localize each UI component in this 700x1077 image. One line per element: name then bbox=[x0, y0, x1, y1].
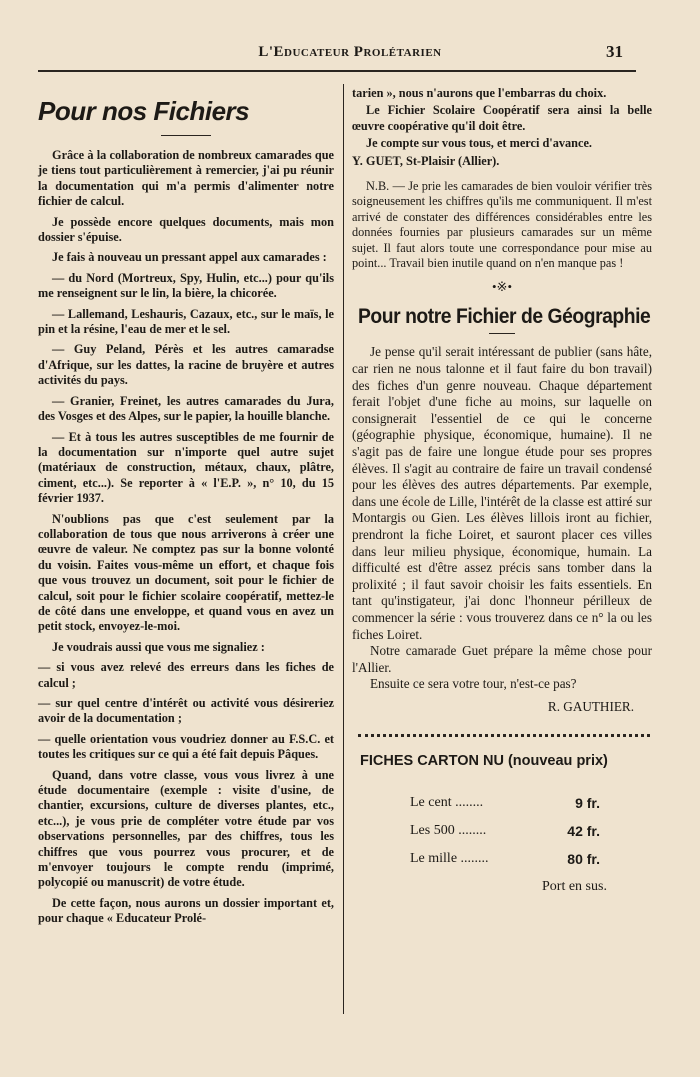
article-body-fichiers bbox=[38, 148, 334, 927]
title-rule bbox=[489, 333, 515, 334]
shipping-note: Port en sus. bbox=[542, 878, 607, 894]
paragraph: De cette façon, nous aurons un dossier important et, pour chaque « Educateur Prolé- bbox=[38, 895, 334, 926]
signature-gauthier: R. GAUTHIER. bbox=[547, 698, 634, 714]
column-divider bbox=[343, 84, 344, 1014]
journal-title: L'Educateur Prolétarien bbox=[258, 44, 442, 60]
price-label: Les 500 ........ bbox=[410, 822, 487, 838]
left-column bbox=[38, 88, 334, 932]
list-item: — Lallemand, Leshauris, Cazaux, etc., sur le maïs, le pin et la résine, l'eau de mer et le sel. bbox=[38, 306, 334, 337]
list-item: — Granier, Freinet, les autres camarades du Jura, des Vosges et des Alpes, sur le papier, la houille blanche. bbox=[38, 393, 334, 424]
paragraph: Je pense qu'il serait intéressant de publier (sans hâte, car rien ne nous talonne et il faut faire du bon travail) des fiches d'un genre nouveau. Chaque département ferait l'objet d'une fiche au moins, sur laquelle on consignerait l'essentiel de ce qui le concerne (géographie physique, économique, humaine). Il ne s'agit pas de faire une longue étude pour ses propres élèves. Il s'agit au contraire de faire un travail condensé pour les élèves des autres départements. Par exemple, dans une école de Lille, l'intérêt de la classe est attiré sur Montargis ou Gien. Les élèves lillois iront au fichier, prendront la fiche Loiret, et sauront placer ces villes dans leur milieu physique, économique, humain. La difficulté est d'être assez précis sans tomber dans la prolixité ; il faut savoir choisir les faits essentiels. En tant qu'instigateur, j'ai donc l'honneur périlleux de commencer la série : vous trouverez dans ce n° la ou les fiches Loiret. bbox=[352, 344, 652, 642]
paragraph: Je fais à nouveau un pressant appel aux camarades : bbox=[52, 250, 327, 265]
signature-guet: Y. GUET, St-Plaisir (Allier). bbox=[352, 153, 500, 168]
paragraph: Le Fichier Scolaire Coopératif sera ainsi la belle œuvre coopérative qu'il doit être. bbox=[352, 103, 652, 133]
paragraph: Ensuite ce sera votre tour, n'est-ce pas? bbox=[370, 676, 577, 692]
title-rule bbox=[161, 135, 211, 136]
paragraph: tarien », nous n'aurons que l'embarras du choix. bbox=[352, 86, 607, 100]
ornament-divider: •※• bbox=[492, 279, 512, 295]
list-item: — quelle orientation vous voudriez donner au F.S.C. et toutes les critiques sur ce qui a été fait depuis Pâques. bbox=[38, 731, 334, 762]
list-item: — Guy Peland, Pérès et les autres camaradse d'Afrique, sur les dattes, la racine de bruyère et autres activités du pays. bbox=[38, 342, 334, 388]
paragraph: N'oublions pas que c'est seulement par la collaboration de tous que nous arriverons à créer une œuvre de valeur. Ne comptez pas sur la bonne volonté du voisin. Faites vous-même un effort, et chaque fois que vous trouvez un document, soit pour le fichier de calcul, soit pour le fichier scolaire coopératif, mettez-le de côté dans une enveloppe, et quand vous en avez un petit stock, envoyez-le-moi. bbox=[38, 511, 334, 634]
price-row bbox=[410, 845, 652, 873]
list-item: — du Nord (Mortreux, Spy, Hulin, etc...) pour qu'ils me renseignent sur le lin, la bière, la chicorée. bbox=[38, 270, 334, 301]
list-item: — Et à tous les autres susceptibles de me fournir de la documentation sur n'importe quel autre sujet (matériaux de construction, métaux, chaux, plâtre, ciment, etc...). Se reporter à « l'E.P. », n° 10, du 15 février 1937. bbox=[38, 429, 334, 506]
page-number: 31 bbox=[606, 42, 623, 61]
price-label: Le cent ........ bbox=[410, 794, 484, 810]
price-value: 42 fr. bbox=[567, 822, 600, 839]
article-title-geographie: Pour notre Fichier de Géographie bbox=[358, 305, 651, 329]
paragraph: Quand, dans votre classe, vous vous livrez à une étude documentaire (exemple : visite d'usine, de chantier, excursions, culture de diverses plantes, etc., etc...), je vous prie de compléter votre étude par vos observations personnelles, par des chiffres, tous les chiffres que vous pourrez vous procurer, et de m'envoyer toujours le compte rendu (imprimé, polycopié ou manuscrit) de votre étude. bbox=[38, 767, 334, 890]
ad-title: FICHES CARTON NU (nouveau prix) bbox=[360, 752, 608, 769]
header-rule bbox=[38, 70, 636, 72]
list-item: — sur quel centre d'intérêt ou activité vous désireriez avoir de la documentation ; bbox=[38, 696, 334, 726]
price-label: Le mille ........ bbox=[410, 850, 489, 866]
nota-bene bbox=[352, 179, 652, 271]
dotted-divider bbox=[358, 734, 650, 737]
nb-paragraph: N.B. — Je prie les camarades de bien vouloir vérifier très soigneusement les chiffres qu'ils me communiquent. Il m'est arrivé de constater des différences considérables entre les données fournies par plusieurs camarades sur un même sujet. Il faut alors toute une correspondance pour mise au point... Travail bien inutile quand on n'en manque pas ! bbox=[352, 179, 652, 271]
right-column bbox=[352, 86, 652, 895]
article-title-fichiers: Pour nos Fichiers bbox=[38, 96, 250, 126]
price-row bbox=[410, 789, 652, 817]
price-list bbox=[410, 789, 652, 873]
paragraph: Notre camarade Guet prépare la même chose pour l'Allier. bbox=[352, 643, 652, 675]
paragraph: Je voudrais aussi que vous me signaliez : bbox=[52, 639, 265, 654]
price-value: 80 fr. bbox=[567, 850, 600, 867]
article-body-geographie bbox=[352, 344, 652, 715]
article-continuation bbox=[352, 86, 652, 169]
paragraph: Je compte sur vous tous, et merci d'avance. bbox=[366, 136, 592, 151]
list-item: — si vous avez relevé des erreurs dans les fiches de calcul ; bbox=[38, 660, 334, 690]
price-value: 9 fr. bbox=[575, 794, 600, 811]
paragraph: Grâce à la collaboration de nombreux camarades que je tiens tout particulièrement à remercier, j'ai pu réunir la documentation qui m'a permis d'alimenter notre fichier de calcul. bbox=[38, 148, 334, 209]
paragraph: Je possède encore quelques documents, mais mon dossier s'épuise. bbox=[38, 214, 334, 245]
price-row bbox=[410, 817, 652, 845]
